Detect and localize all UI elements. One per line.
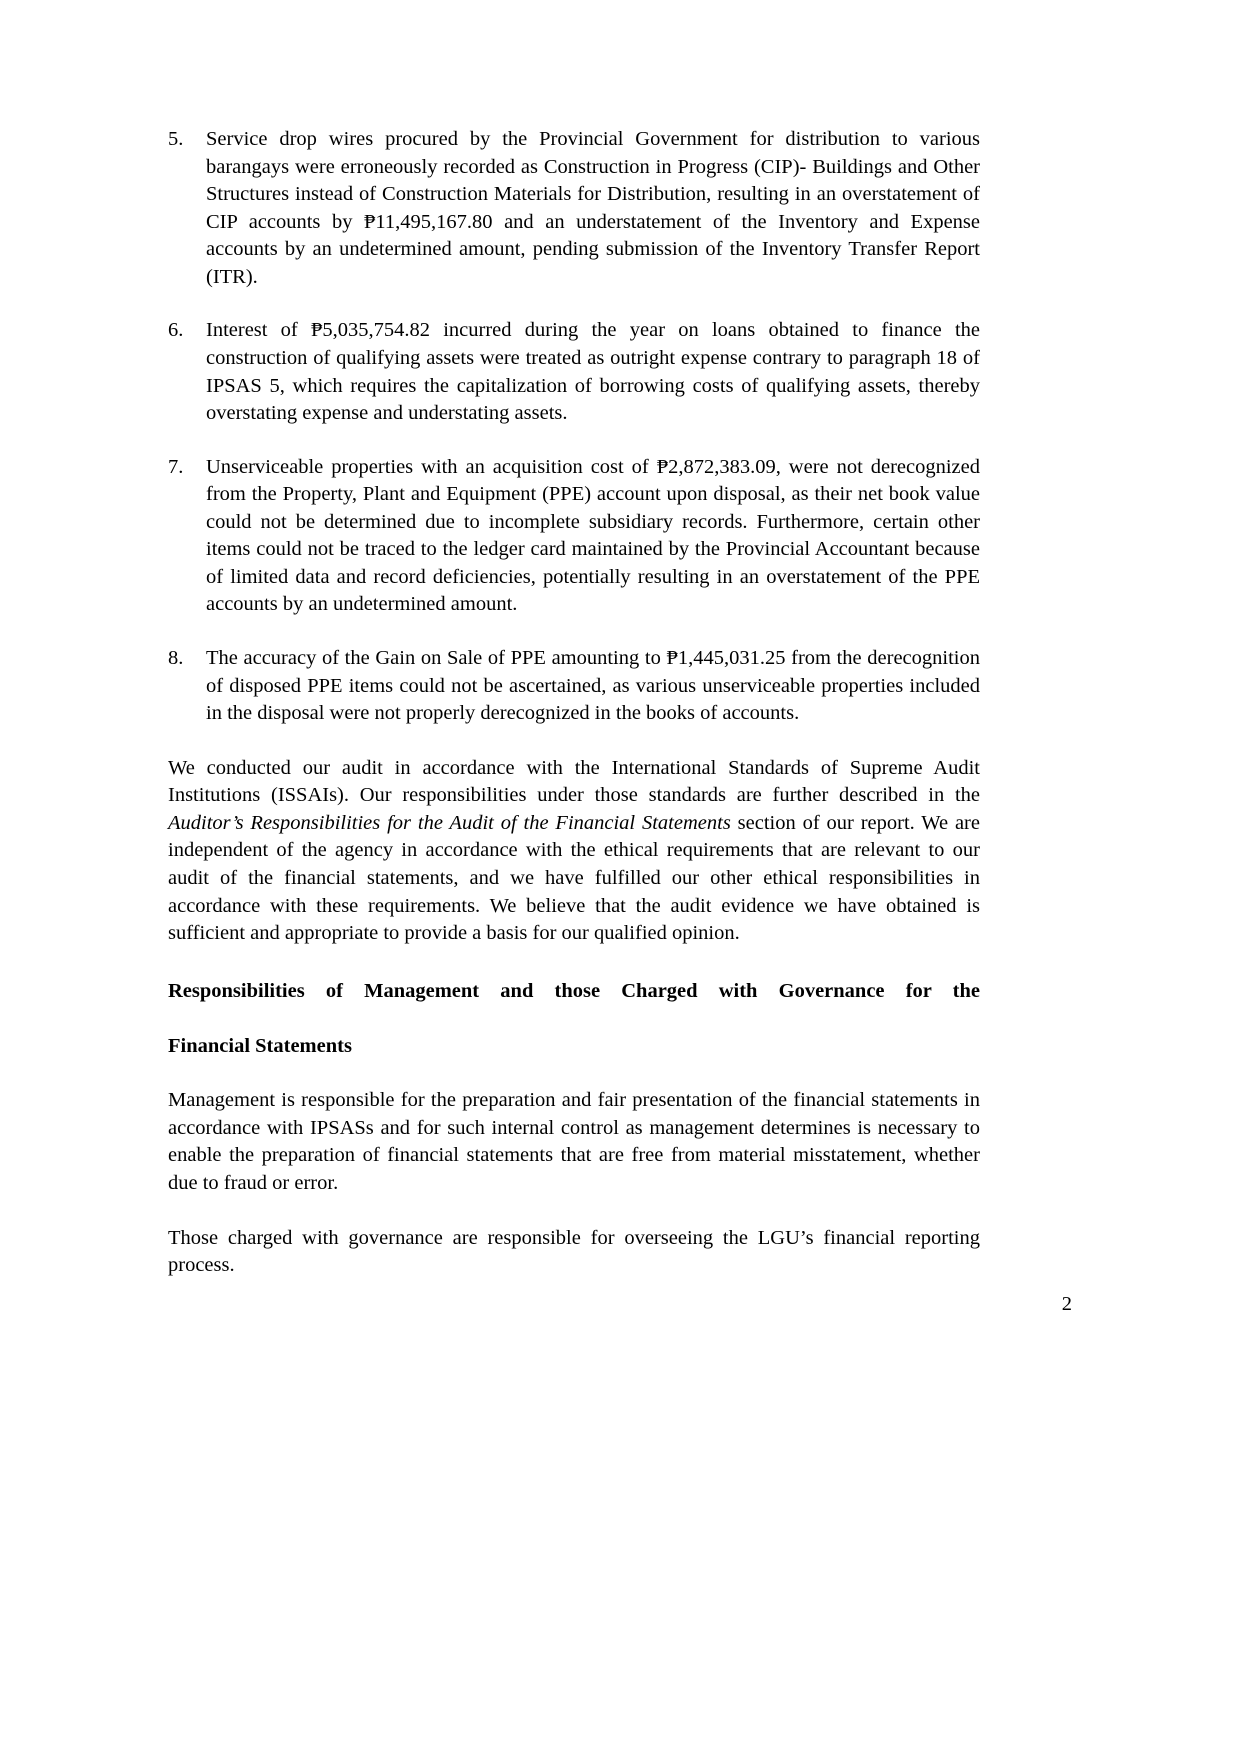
finding-text: The accuracy of the Gain on Sale of PPE amounting to ₱1,445,031.25 from the derecognition of disposed PPE items could not be ascertained, as various unserviceable properties included in the disposal were not properly derecognized in the books of accounts.	[206, 647, 980, 725]
page-number: 2	[1061, 1293, 1072, 1315]
finding-text: Service drop wires procured by the Provincial Government for distribution to various barangays were erroneously recorded as Construction in Progress (CIP)- Buildings and Other Structures instead of Construction Materials for Distribution, resulting in an overstatement of CIP accounts by ₱11,495,167.80 and an understatement of the Inventory and Expense accounts by an undetermined amount, pending submission of the Inventory Transfer Report (ITR).	[206, 128, 980, 288]
heading-line-2: Financial Statements	[168, 1034, 352, 1057]
auditor-responsibilities-title: Auditor’s Responsibilities for the Audit of the Financial Statements	[168, 811, 731, 834]
governance-responsibility-paragraph: Those charged with governance are responsible for overseeing the LGU’s financial reporting process.	[168, 1226, 980, 1277]
responsibilities-section-heading	[168, 978, 980, 1061]
finding-marker: 7.	[168, 455, 184, 478]
finding-marker: 6.	[168, 319, 184, 342]
audit-basis-part1: We conducted our audit in accordance with the International Standards of Supreme Audit Institutions (ISSAIs). Our responsibilities under those standards are further described in the	[168, 756, 980, 807]
finding-text: Interest of ₱5,035,754.82 incurred during the year on loans obtained to finance the construction of qualifying assets were treated as outright expense contrary to paragraph 18 of IPSAS 5, which requires the capitalization of borrowing costs of qualifying assets, thereby overstating expense and understating assets.	[206, 319, 980, 425]
finding-marker: 5.	[168, 128, 184, 150]
audit-basis-paragraph	[168, 755, 980, 948]
audit-basis-part2: section of our report. We are independent of the agency in accordance with the ethical requirements that are relevant to our audit of the financial statements, and we have fulfilled our other ethical responsibilities in accordance with these requirements. We believe that the audit evidence we have obtained is sufficient and appropriate to provide a basis for our qualified opinion.	[168, 811, 980, 945]
page-content	[168, 126, 980, 1280]
finding-text: Unserviceable properties with an acquisition cost of ₱2,872,383.09, were not derecognized from the Property, Plant and Equipment (PPE) account upon disposal, as their net book value could not be determined due to incomplete subsidiary records. Furthermore, certain other items could not be traced to the ledger card maintained by the Provincial Accountant because of limited data and record deficiencies, potentially resulting in an overstatement of the PPE accounts by an undetermined amount.	[206, 455, 980, 616]
finding-marker: 8.	[168, 647, 184, 669]
heading-line-1: Responsibilities of Management and those Charged with Governance for the	[168, 979, 980, 1002]
finding-item-6	[168, 317, 980, 427]
audit-findings-list	[168, 126, 980, 728]
finding-item-7	[168, 454, 980, 619]
management-responsibility-paragraph: Management is responsible for the preparation and fair presentation of the financial statements in accordance with IPSASs and for such internal control as management determines is necessary to enable the preparation of financial statements that are free from material misstatement, whether due to fraud or error.	[168, 1089, 980, 1194]
finding-item-8	[168, 645, 980, 728]
finding-item-5	[168, 126, 980, 291]
